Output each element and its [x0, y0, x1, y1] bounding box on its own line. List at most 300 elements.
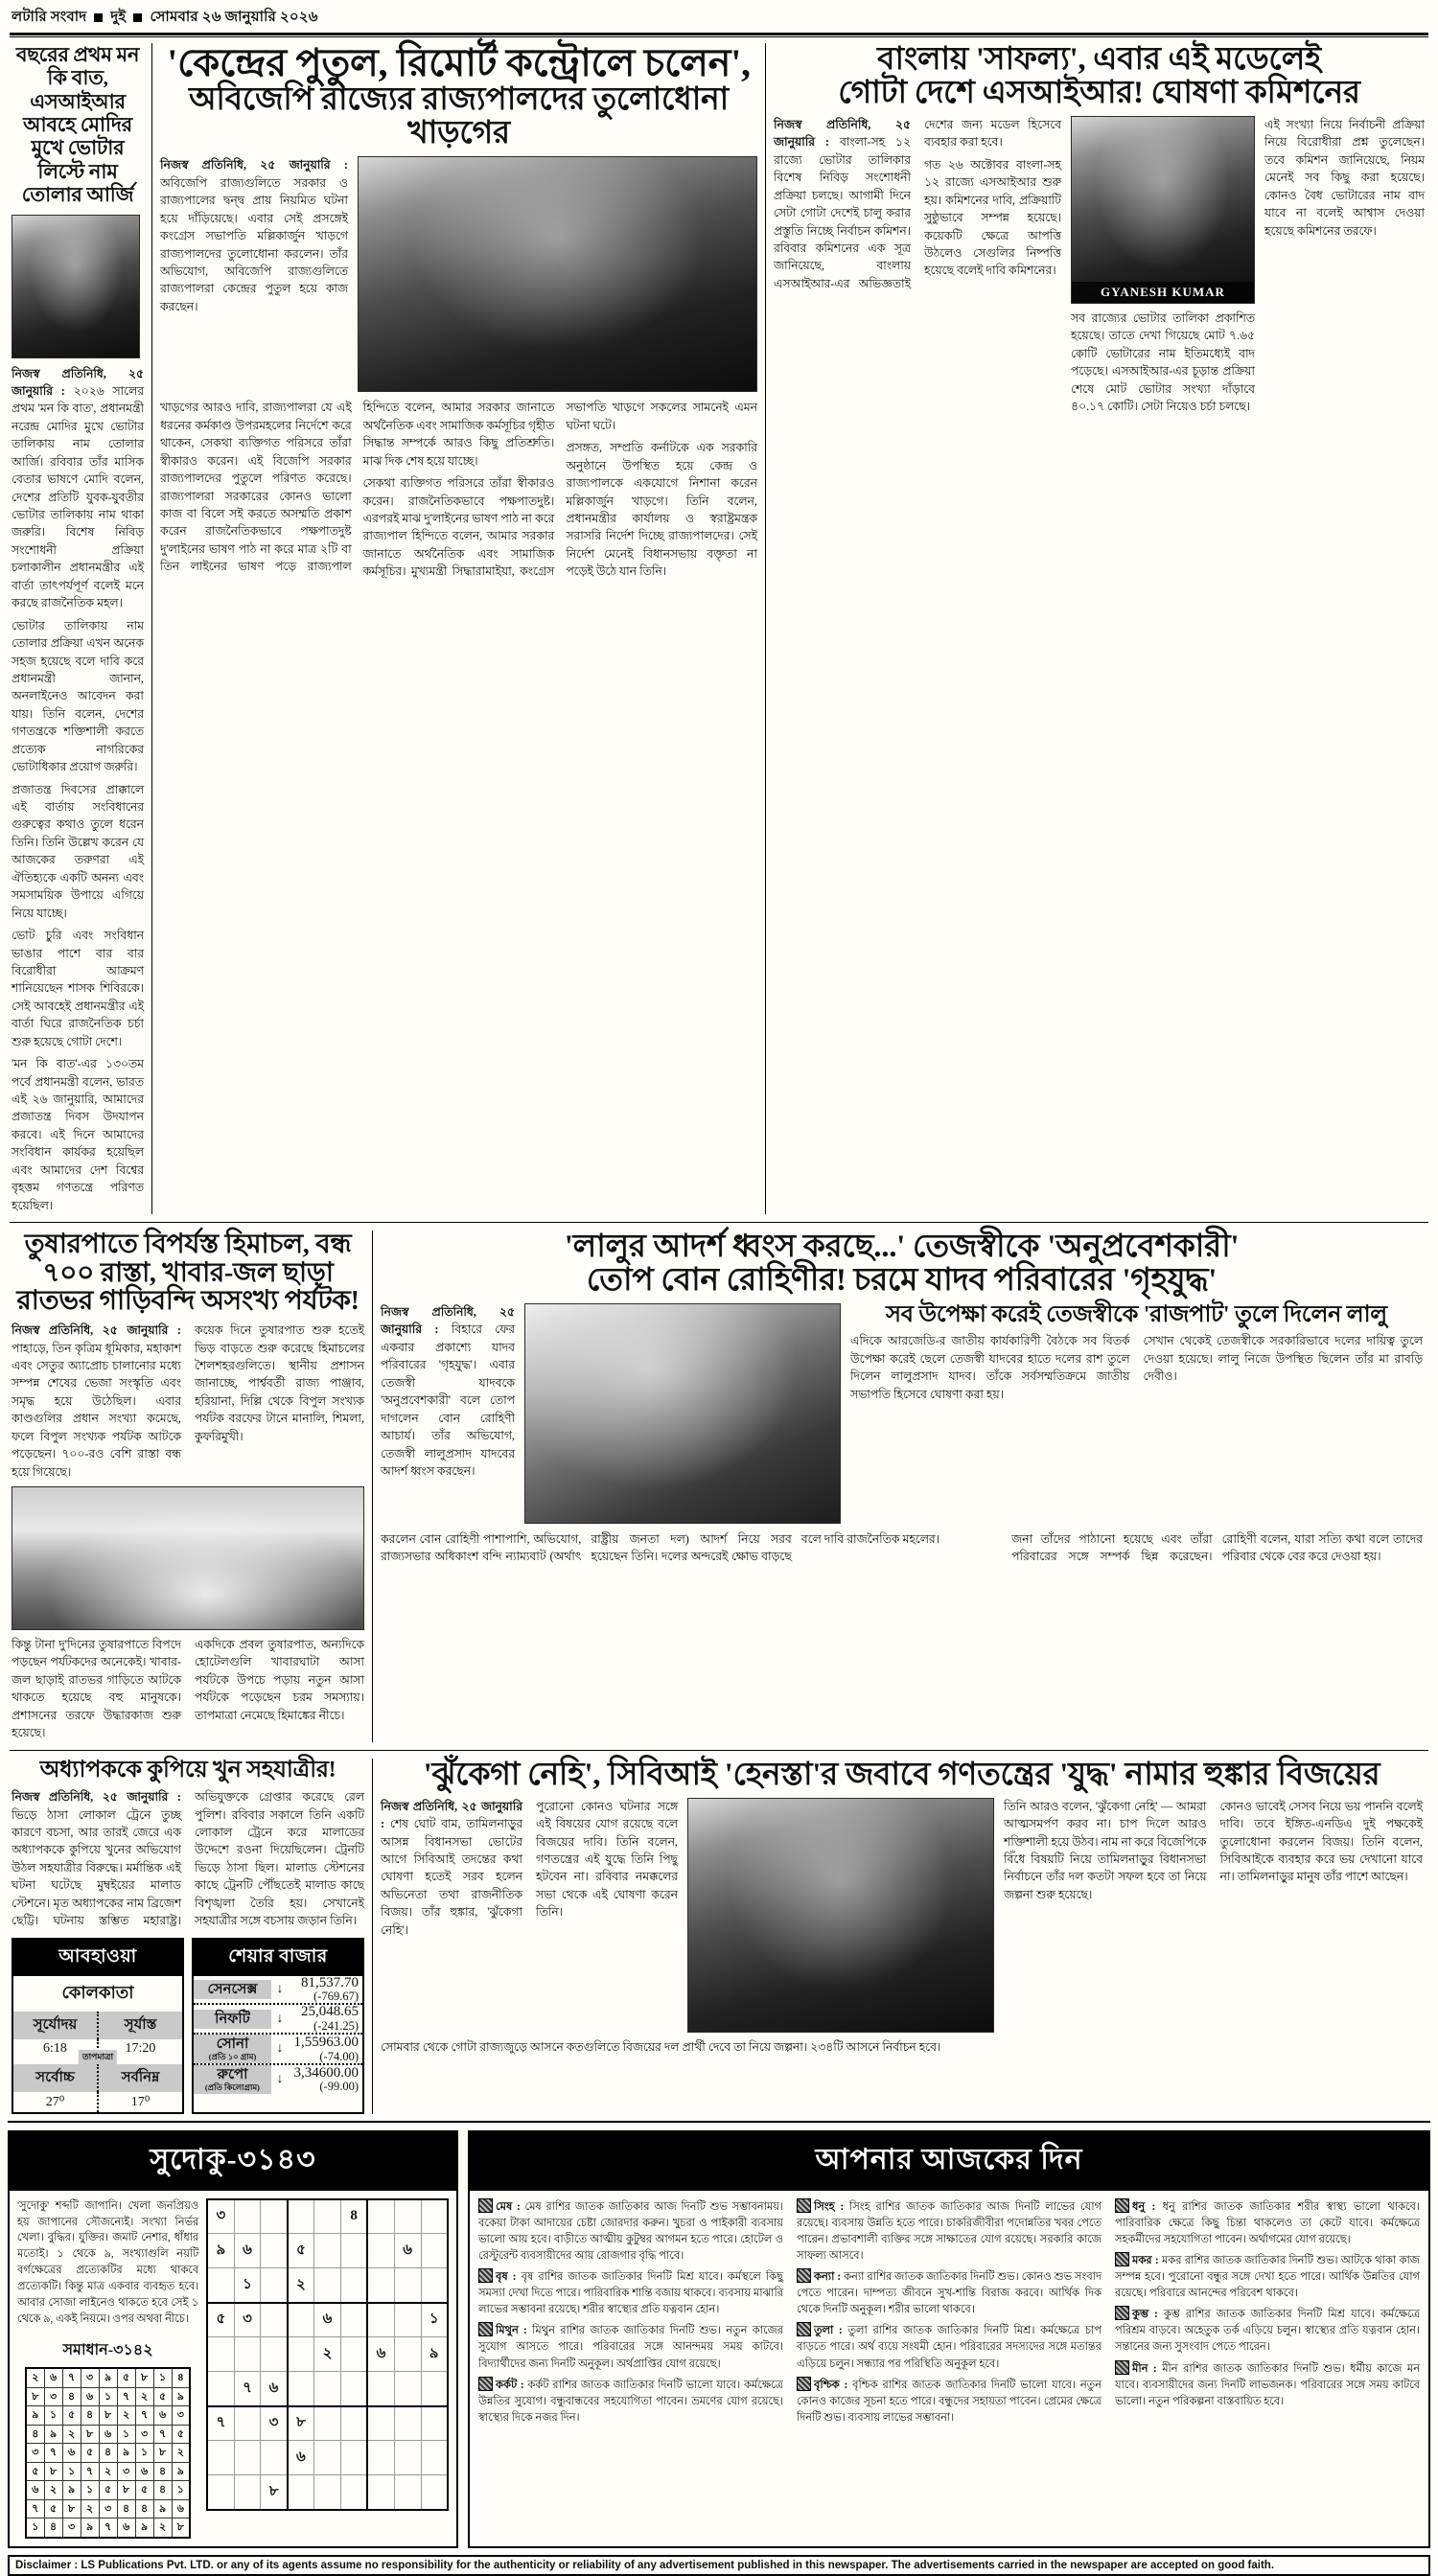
- sudoku-cell[interactable]: [394, 2475, 421, 2510]
- sudoku-cell[interactable]: ২: [314, 2337, 341, 2372]
- sudoku-row: [207, 2199, 448, 2234]
- lead-byline: নিজস্ব প্রতিনিধি, ২৫ জানুয়ারি :: [12, 366, 144, 398]
- sudoku-cell[interactable]: ৬: [394, 2234, 421, 2268]
- sudoku-cell: ৫: [117, 2368, 135, 2387]
- market-change-text: (-99.00): [319, 2080, 359, 2094]
- sudoku-cell[interactable]: [340, 2475, 367, 2510]
- sudoku-cell[interactable]: [207, 2475, 234, 2510]
- zodiac-icon: [797, 2322, 811, 2336]
- market-name-sub: (প্রতি ১০ গ্রাম): [208, 2051, 257, 2061]
- sudoku-cell[interactable]: [394, 2441, 421, 2475]
- story-himachal: [8, 1230, 372, 1742]
- sudoku-cell: ৮: [26, 2387, 44, 2406]
- story-lalu: [372, 1230, 1430, 1742]
- sudoku-cell: ৪: [117, 2499, 135, 2518]
- lead-photo-modi: [12, 215, 140, 358]
- kharge-headline-line2: অবিজেপি রাজ্যের রাজ্যপালদের তুলোধোনা খাড়গের: [189, 82, 729, 151]
- himachal-col-1: পাহাড়ে, তিন কৃত্রিম ধূমিকার, মহাকাশ এবং সেতুর অ্যাপ্রোচ চালানোর মধ্যে সম্পন্ন শেষের ভেজা সংস্কৃতি এবং সমৃদ্ধ হয়ে উঠেছিল। এবার কাণ্ডগুলির প্রধান সংখ্যা কমেছে, ফলে বিপুল সংখ্যক পর্যটক আটকে পড়েছেন। ৭০০-রও বেশি রাস্তা বন্ধ হয়ে গিয়েছে।: [12, 1341, 181, 1479]
- lalu-col-2: করলেন বোন রোহিণী পাশাপাশি, অভিযোগ, রাজ্যসভার অধিকাংশ বন্দি ন্যাম্যবাট (অর্থাৎ রাষ্ট্রীয় জনতা দল) আদর্শ নিয়ে সরব হয়েছেন তিনি। দলের অন্দরেই ক্ষোভ বাড়ছে বলে দাবি রাজনৈতিক মহলের।: [381, 1532, 940, 1564]
- sudoku-row: [26, 2462, 190, 2481]
- section-divider-2: [10, 1750, 1428, 1751]
- sudoku-cell: ২: [26, 2368, 44, 2387]
- sudoku-cell[interactable]: [234, 2337, 261, 2372]
- sudoku-row: [207, 2406, 448, 2441]
- horoscope-item: [797, 2322, 1102, 2372]
- sudoku-cell[interactable]: ১: [421, 2303, 448, 2337]
- market-value-text: 81,537.70: [301, 1974, 359, 1990]
- sudoku-panel: [8, 2130, 458, 2548]
- sudoku-cell[interactable]: [261, 2441, 288, 2475]
- sudoku-row: [26, 2444, 190, 2463]
- sudoku-cell: ১: [62, 2462, 81, 2481]
- story-vijay-cbi: [372, 1759, 1430, 2114]
- top-section: [8, 43, 1430, 1214]
- market-name-text: নিফটি: [215, 2011, 250, 2027]
- market-row: [194, 2035, 362, 2065]
- weather-temp-value-row: [13, 2092, 182, 2112]
- sudoku-cell[interactable]: [261, 2303, 288, 2337]
- market-change-text: (-769.67): [313, 1990, 359, 2004]
- vijay-col-5: সোমবার থেকে গোটা রাজ্যজুড়ে আসনে কতগুলিতে বিজয়ের দল প্রার্থী দেবে তা নিয়ে জল্পনা। ২৩৪টি আসনে নির্বাচন হবে।: [381, 2039, 941, 2054]
- sudoku-cell[interactable]: [340, 2372, 367, 2406]
- zodiac-sign-name: ধনু :: [1132, 2200, 1163, 2213]
- sudoku-cell: ৪: [99, 2444, 117, 2463]
- sudoku-cell: ৯: [44, 2425, 62, 2444]
- sudoku-cell[interactable]: [394, 2199, 421, 2234]
- sudoku-cell[interactable]: [234, 2406, 261, 2441]
- lalu-headline-line1: 'লালুর আদর্শ ধ্বংস করছে...' তেজস্বীকে 'অনুপ্রবেশকারী': [564, 1230, 1240, 1265]
- sudoku-cell[interactable]: ৯: [421, 2337, 448, 2372]
- sudoku-row: [26, 2387, 190, 2406]
- sudoku-cell: ১: [135, 2444, 153, 2463]
- sudoku-cell: ৬: [26, 2481, 44, 2500]
- vijay-byline: নিজস্ব প্রতিনিধি, ২৫ জানুয়ারি :: [381, 1799, 522, 1831]
- zodiac-sign-name: মকর :: [1132, 2254, 1162, 2266]
- horoscope-item: [478, 2377, 783, 2426]
- sudoku-cell[interactable]: [394, 2406, 421, 2441]
- sudoku-cell[interactable]: [421, 2199, 448, 2234]
- sudoku-cell: ৫: [44, 2499, 62, 2518]
- sudoku-cell[interactable]: [314, 2234, 341, 2268]
- sudoku-cell: ৯: [26, 2406, 44, 2426]
- market-change-text: (-241.25): [313, 2019, 359, 2034]
- sudoku-cell[interactable]: [314, 2406, 341, 2441]
- lead-story-modi: [8, 43, 151, 1214]
- sudoku-cell: ৩: [172, 2406, 190, 2426]
- section-divider-1: [10, 1222, 1428, 1223]
- zodiac-icon: [478, 2322, 493, 2336]
- sudoku-cell[interactable]: [367, 2372, 394, 2406]
- sudoku-cell[interactable]: ১: [234, 2268, 261, 2303]
- sudoku-cell: ৯: [62, 2481, 81, 2500]
- kharge-col-3: সেকথা ব্যক্তিগত পরিসরে তাঁরা স্বীকারও করেন। রাজনৈতিকভাবে পক্ষপাতদুষ্ট। এরপরই মাঝ দু'লাইনের ভাষণ পাঠ না করে রাজ্যপাল হিন্দিতে বলেন, আমার সরকার জানাতে অর্থনৈতিক এবং সামাজিক কর্মসূচির। মুখ্যমন্ত্রী সিদ্ধারামাইয়া, কংগ্রেস সভাপতি খাড়গে সকলের সামনেই এমন ঘটনা ঘটে।: [362, 401, 757, 579]
- sudoku-cell: ৮: [172, 2518, 190, 2538]
- sudoku-cell[interactable]: ৬: [261, 2372, 288, 2406]
- sudoku-cell[interactable]: [421, 2475, 448, 2510]
- zodiac-sign-text: কর্কট রাশির জাতক জাতিকার দিনটি ভালো যাবে। কর্মক্ষেত্রে উন্নতির সুযোগ। বন্ধুবান্ধবের সহযোগিতা পাবেন। ভ্রমণের যোগ রয়েছে। স্বাস্থ্যের দিকে নজর দিন।: [478, 2379, 783, 2424]
- lalu-headline-line2: তোপ বোন রোহিণীর! চরমে যাদব পরিবারের 'গৃহযুদ্ধ': [586, 1263, 1218, 1299]
- himachal-col-2: কয়েক দিনে তুষারপাত শুরু হতেই ভিড় বাড়তে শুরু করেছে হিমাচলের শৈলশহরগুলিতে। স্থানীয় প্রশাসন জানাচ্ছে, পার্শ্ববর্তী রাজ্য পাঞ্জাব, হরিয়ানা, দিল্লি থেকে বিপুল সংখ্যক পর্যটক বরফের টানে মানালি, শিমলা, কুফরিমুখী।: [195, 1323, 364, 1443]
- sudoku-cell[interactable]: [207, 2268, 234, 2303]
- sudoku-cell: ৫: [153, 2387, 172, 2406]
- lead-para-4: ভোট চুরি এবং সংবিধান ভাঙার পাশে বার বার বিরোধীরা আক্রমণ শানিয়েছেন শাসক শিবিরকে। সেই আবহেই প্রধানমন্ত্রীর এই বার্তা ঘিরে রাজনৈতিক চর্চা শুরু হয়েছে গোটা দেশে।: [12, 929, 144, 1048]
- sudoku-cell: 8: [172, 2368, 190, 2387]
- sudoku-cell[interactable]: [314, 2268, 341, 2303]
- sudoku-cell[interactable]: [234, 2475, 261, 2510]
- zodiac-icon: [797, 2268, 811, 2283]
- market-value-text: 25,048.65: [301, 2004, 359, 2020]
- zodiac-sign-text: সিংহ রাশির জাতক জাতিকার আজ দিনটি লাভের যোগ রয়েছে। ব্যবসায় উন্নতি হতে পারে। চাকরিজীবীরা পদোন্নতির খবর পেতে পারেন। প্রভাবশালী ব্যক্তির সঙ্গে সাক্ষাতের যোগ রয়েছে। সরকারি কাজে সাফল্য আসবে।: [797, 2200, 1102, 2262]
- sudoku-puzzle-wrap: [206, 2198, 449, 2539]
- market-change-text: (-74.00): [319, 2049, 359, 2063]
- sudoku-cell: ২: [153, 2518, 172, 2538]
- sudoku-cell: ২: [44, 2481, 62, 2500]
- himachal-col-4: একদিকে প্রবল তুষারপাত, অন্যদিকে হোটেলগুলি খাবারঘাটা আসা পর্যটকে উপচে পড়ায় নতুন আসা পর্যটকে পড়েছেন চরম সমস্যায়। তাপমাত্রা নেমেছে হিমাঙ্কের নীচে।: [195, 1638, 364, 1722]
- market-arrow-down-icon: ↓: [276, 1982, 284, 1997]
- sudoku-cell[interactable]: [394, 2303, 421, 2337]
- sir-byline: নিজস্ব প্রতিনিধি, ২৫ জানুয়ারি :: [774, 117, 911, 150]
- himachal-byline: নিজস্ব প্রতিনিধি, ২৫ জানুয়ারি :: [12, 1323, 181, 1338]
- min-temp-label: সর্বনিম্ন: [97, 2064, 182, 2092]
- zodiac-sign-text: মীন রাশির জাতক জাতিকার দিনটি শুভ। ধর্মীয় কাজে মন যাবে। ব্যবসায়ীদের জন্য দিনটি লাভজনক। পরিবারের সঙ্গে সময় কাটবে ভালো। নতুন পরিকল্পনা বাস্তবায়িত হবে।: [1115, 2362, 1420, 2407]
- zodiac-sign-name: বৃশ্চিক :: [814, 2379, 853, 2391]
- sudoku-cell[interactable]: ৭: [234, 2372, 261, 2406]
- sudoku-cell[interactable]: [394, 2337, 421, 2372]
- sunrise-value: 6:18: [43, 2040, 67, 2056]
- zodiac-sign-name: কুম্ভ :: [1132, 2309, 1164, 2321]
- market-name: [194, 2035, 271, 2063]
- lead-para-5: 'মন কি বাত'-এর ১৩০তম পর্বে প্রধানমন্ত্রী বলেন, ভারত এই ২৬ জানুয়ারি, আমাদের প্রজাতন্ত্র দিবস উদযাপন করবে। এই দিনে আমাদের সংবিধান কার্যকর হয়েছিল এবং আমাদের দেশ বিশ্বের বৃহত্তম গণতন্ত্রে পরিণত হয়েছিল।: [12, 1057, 144, 1212]
- sudoku-cell: ৮: [99, 2406, 117, 2426]
- horoscope-item: [797, 2268, 1102, 2318]
- kharge-col-1: অবিজেপি রাজ্যগুলিতে সরকার ও রাজ্যপালের দ্বন্দ্ব প্রায় নিয়মিত ঘটনা হয়ে দাঁড়িয়েছে। এবার সেই প্রসঙ্গেই কংগ্রেস সভাপতি মল্লিকার্জুন খাড়গে রাজ্যপালদের তুলোধোনা করলেন। তাঁর অভিযোগ, অবিজেপি রাজ্যগুলিতে রাজ্যপালরা কেন্দ্রের পুতুল হয়ে কাজ করছেন।: [160, 175, 348, 313]
- sudoku-cell[interactable]: [207, 2372, 234, 2406]
- sudoku-solution-grid: [25, 2367, 191, 2539]
- market-name-text: সোনা: [216, 2036, 249, 2053]
- sudoku-cell[interactable]: [314, 2475, 341, 2510]
- zodiac-icon: [1115, 2360, 1129, 2375]
- vijay-col-1: শেষ ঘোট বাম, তামিলনাড়ুর আসন্ন বিধানসভা ভোটের আগে সিবিআই তদন্তের কথা ঘোষণা হতেই সরব হলেন অভিনেতা তথা রাজনীতিক বিজয়। তাঁর হুঙ্কার, 'ঝুঁকেগা নেহি'।: [381, 1817, 522, 1937]
- page-number-label: দুই: [110, 10, 127, 25]
- sunset-label: সূর্যাস্ত: [97, 2012, 182, 2039]
- kharge-photo: [358, 156, 757, 392]
- story-kharge: [151, 43, 765, 1214]
- sudoku-cell: ৩: [62, 2518, 81, 2538]
- disclaimer: Disclaimer : LS Publications Pvt. LTD. or any of its agents assume no responsibility for the authenticity or reliability of any advertisement published in this newspaper. The advertisements carried in the newspaper are accepted on good faith.: [8, 2555, 1430, 2576]
- sudoku-cell: ৭: [153, 2425, 172, 2444]
- lead-para-3: প্রজাতন্ত্র দিবসের প্রাক্কালে এই বার্তায় সংবিধানের গুরুত্বের কথাও তুলে ধরেন তিনি। তিনি উল্লেখ করেন যে আজকের তরুণরা এই ঐতিহ্যকে একটি অনন্য এবং সমসাময়িক উপায়ে এগিয়ে নিয়ে যাচ্ছে।: [12, 782, 144, 920]
- market-row: [194, 2005, 362, 2035]
- zodiac-sign-text: মিথুন রাশির জাতক জাতিকার দিনটি শুভ। নতুন কাজের সুযোগ আসতে পারে। পরিবারের সঙ্গে আনন্দময় সময় কাটবে। বিদ্যার্থীদের জন্য দিনটি অনুকূল। অর্থপ্রাপ্তির যোগ রয়েছে।: [478, 2325, 783, 2370]
- sudoku-cell: ৮: [62, 2499, 81, 2518]
- vijay-photo: [687, 1798, 994, 2033]
- weather-sun-header-row: [13, 2012, 182, 2039]
- market-arrow-down-icon: ↓: [276, 2011, 284, 2026]
- sir-col-4: এই সংখ্যা নিয়ে নির্বাচনী প্রক্রিয়া নিয়ে বিরোধীরা প্রশ্ন তুলেছেন। তবে কমিশন জানিয়েছে, নিয়ম মেনেই সব কিছু করা হয়েছে। কোনও বৈধ ভোটারের নাম বাদ যাবে না বলেই আশ্বাস দেওয়া হয়েছে কমিশনের তরফে।: [1264, 117, 1425, 238]
- bottom-section: [8, 2130, 1430, 2548]
- sudoku-cell[interactable]: [394, 2372, 421, 2406]
- sudoku-cell[interactable]: [421, 2268, 448, 2303]
- sudoku-cell[interactable]: [261, 2268, 288, 2303]
- market-name: [194, 1980, 271, 2000]
- middle-section: [8, 1230, 1430, 1742]
- sudoku-cell[interactable]: ৫: [288, 2234, 314, 2268]
- zodiac-sign-text: কন্যা রাশির জাতক জাতিকার দিনটি শুভ। কোনও শুভ সংবাদ পেতে পারেন। দাম্পত্য জীবনে সুখ-শান্তি বিরাজ করবে। আর্থিক দিক থেকে দিনটি অনুকূল। শরীর ভালো থাকবে।: [797, 2271, 1102, 2316]
- sudoku-cell[interactable]: [288, 2475, 314, 2510]
- sudoku-row: [207, 2234, 448, 2268]
- lalu-col-3: জনা তাঁদের পাঠানো হয়েছে এবং তাঁরা পরিবারের সঙ্গে সম্পর্ক ছিন্ন করেছেন। রোহিণী বলেন, যারা সত্যি কথা বলে তাদের পরিবার থেকে বের করে দেওয়া হয়।: [1011, 1532, 1423, 1564]
- sudoku-row: [207, 2372, 448, 2406]
- sudoku-row: [26, 2481, 190, 2500]
- sudoku-cell[interactable]: ৬: [314, 2303, 341, 2337]
- min-temp-value: 17⁰: [97, 2092, 182, 2112]
- sudoku-cell: ৭: [62, 2368, 81, 2387]
- sudoku-cell: ৯: [81, 2518, 99, 2538]
- temperature-tag: তাপমাত্রা: [79, 2050, 117, 2064]
- sudoku-cell: ৭: [81, 2462, 99, 2481]
- sudoku-cell: ৩: [81, 2368, 99, 2387]
- sudoku-cell: ৩: [26, 2444, 44, 2463]
- market-name-text: সেনসেক্স: [207, 1981, 258, 1997]
- sudoku-cell: ১: [99, 2387, 117, 2406]
- sudoku-row: [26, 2368, 190, 2387]
- sudoku-cell[interactable]: ৩: [261, 2406, 288, 2441]
- sudoku-cell: ৪: [81, 2406, 99, 2426]
- sudoku-cell[interactable]: [367, 2303, 394, 2337]
- sudoku-cell[interactable]: ৮: [261, 2475, 288, 2510]
- market-value: [289, 2005, 362, 2033]
- sudoku-cell: ৬: [62, 2444, 81, 2463]
- sudoku-cell: ৯: [172, 2462, 190, 2481]
- himachal-col-3: কিন্তু টানা দু'দিনের তুষারপাতে বিপদে পড়ছেন পর্যটকদের অনেকেই। খাবার-জল ছাড়াই রাতভর গাড়িতে আটকে থাকতে হয়েছে বহু মানুষকে। প্রশাসনের তরফে উদ্ধারকাজ শুরু হয়েছে।: [12, 1638, 181, 1740]
- sudoku-solution-title: সমাধান-৩১৪২: [62, 2342, 153, 2359]
- max-temp-label: সর্বোচ্চ: [13, 2064, 97, 2092]
- murder-byline: নিজস্ব প্রতিনিধি, ২৫ জানুয়ারি :: [12, 1790, 181, 1805]
- lead-para-2: ভোটার তালিকায় নাম তোলার প্রক্রিয়া এখন অনেক সহজ হয়েছে বলে দাবি করে প্রধানমন্ত্রী জানান, অনলাইনেও আবেদন করা যায়। তিনি বলেন, দেশের গণতন্ত্রকে শক্তিশালী করতে প্রত্যেক নাগরিকের ভোটাধিকার প্রয়োগ জরুরি।: [12, 618, 144, 774]
- sudoku-cell[interactable]: [261, 2337, 288, 2372]
- sudoku-cell[interactable]: ৯: [207, 2234, 234, 2268]
- sudoku-cell: ৭: [44, 2444, 62, 2463]
- sudoku-cell: ৬: [172, 2499, 190, 2518]
- sudoku-cell[interactable]: [234, 2441, 261, 2475]
- zodiac-icon: [797, 2377, 811, 2391]
- square-bullet-icon: [94, 13, 103, 22]
- sudoku-cell[interactable]: [367, 2406, 394, 2441]
- vijay-headline: 'ঝুঁকেগা নেহি', সিবিআই 'হেনস্তা'র জবাবে গণতন্ত্রের 'যুদ্ধ' নামার হুঙ্কার বিজয়ের: [423, 1757, 1380, 1792]
- sunrise-label: সূর্যোদয়: [13, 2012, 97, 2039]
- sudoku-cell[interactable]: [261, 2234, 288, 2268]
- sudoku-cell: ৬: [99, 2425, 117, 2444]
- sudoku-cell[interactable]: [421, 2372, 448, 2406]
- lalu-col-5: সেখান থেকেই তেজস্বীকে সরকারিভাবে দলের দায়িত্ব তুলে দেওয়া হয়েছে। লালু নিজে উপস্থিত ছিলেন তাঁর মা রাবড়ি দেবীও।: [1143, 1334, 1423, 1384]
- sudoku-cell: ৩: [135, 2425, 153, 2444]
- sudoku-cell[interactable]: ২: [288, 2268, 314, 2303]
- sudoku-cell: ৮: [81, 2425, 99, 2444]
- sudoku-cell: ৫: [81, 2444, 99, 2463]
- sudoku-cell[interactable]: [314, 2372, 341, 2406]
- sudoku-cell[interactable]: ৫: [207, 2303, 234, 2337]
- publication-name: লটারি সংবাদ: [12, 10, 87, 25]
- zodiac-sign-text: বৃষ রাশির জাতক জাতিকার দিনটি মিশ্র যাবে। কর্মস্থলে কিছু সমস্যা দেখা দিতে পারে। পারিবারিক শান্তি বজায় থাকবে। ব্যবসায় মাঝারি লাভের সম্ভাবনা রয়েছে। শরীর স্বাস্থ্যের প্রতি যত্নবান হোন।: [478, 2271, 783, 2316]
- horoscope-item: [1115, 2306, 1420, 2356]
- sudoku-cell[interactable]: ৩: [207, 2199, 234, 2234]
- zodiac-sign-name: সিংহ :: [814, 2200, 850, 2213]
- sudoku-cell[interactable]: [288, 2303, 314, 2337]
- sudoku-cell[interactable]: [367, 2234, 394, 2268]
- sudoku-cell[interactable]: [340, 2406, 367, 2441]
- sudoku-cell: ৫: [26, 2462, 44, 2481]
- sudoku-cell[interactable]: ৭: [207, 2406, 234, 2441]
- sudoku-cell[interactable]: 8: [340, 2199, 367, 2234]
- sudoku-cell: ৪: [44, 2518, 62, 2538]
- sir-headline: [774, 43, 1425, 110]
- weather-box: [12, 1938, 184, 2114]
- sudoku-cell[interactable]: [340, 2441, 367, 2475]
- sudoku-cell[interactable]: ৮: [288, 2406, 314, 2441]
- kharge-byline: নিজস্ব প্রতিনিধি, ২৫ জানুয়ারি :: [160, 158, 348, 172]
- sudoku-cell: ৭: [117, 2387, 135, 2406]
- market-rows: [194, 1976, 362, 2094]
- sudoku-cell[interactable]: [340, 2268, 367, 2303]
- sudoku-cell[interactable]: [207, 2337, 234, 2372]
- sudoku-cell[interactable]: [367, 2268, 394, 2303]
- sudoku-cell: ২: [172, 2444, 190, 2463]
- lalu-col-4: এদিকে আরজেডি-র জাতীয় কার্যকারিণী বৈঠকে সব বিতর্ক উপেক্ষা করেই ছেলে তেজস্বী যাদবের হাতে দলের রাশ তুলে দিলেন লালুপ্রসাদ যাদব। তাঁকে সর্বসম্মতিক্রমে জাতীয় সভাপতি হিসেবে ঘোষণা করা হয়।: [850, 1334, 1130, 1401]
- zodiac-icon: [1115, 2306, 1129, 2320]
- sudoku-puzzle-grid[interactable]: [206, 2198, 449, 2511]
- vijay-col-2: পুরোনো কোনও ঘটনার সঙ্গে এই বিষয়ের যোগ রয়েছে বলে বিজয়ের দাবি। তিনি বলেন, গণতন্ত্রের এই যুদ্ধে তিনি পিছু হটবেন না। রবিবার নমক্কলের সভা থেকে এই ঘোষণা করেন তিনি।: [536, 1799, 678, 1920]
- sudoku-cell[interactable]: [367, 2199, 394, 2234]
- market-row: [194, 2065, 362, 2094]
- sudoku-cell: ১: [153, 2368, 172, 2387]
- sudoku-cell: ১: [81, 2481, 99, 2500]
- sudoku-cell: ৭: [26, 2499, 44, 2518]
- sudoku-cell: ৩: [99, 2499, 117, 2518]
- sudoku-cell: ৬: [117, 2518, 135, 2538]
- sudoku-cell: ২: [62, 2425, 81, 2444]
- sudoku-cell[interactable]: [340, 2303, 367, 2337]
- zodiac-icon: [797, 2198, 811, 2213]
- kharge-body: [160, 399, 757, 580]
- sudoku-title: সুদোকু-৩১৪৩: [10, 2132, 456, 2191]
- sudoku-cell: ১: [117, 2425, 135, 2444]
- sir-col-2: গত ২৬ অক্টোবর বাংলা-সহ ১২ রাজ্যে এসআইআর শুরু হয়। কমিশনের দাবি, প্রক্রিয়াটি সুষ্ঠুভাবে সম্পন্ন হয়েছে। কয়েকটি ক্ষেত্রে আপত্তি উঠলেও সেগুলির নিষ্পত্তি হয়েছে বলেই দাবি কমিশনের।: [924, 157, 1061, 278]
- sir-photo-gyanesh-kumar: [1071, 116, 1255, 304]
- sudoku-cell: ৬: [135, 2462, 153, 2481]
- masthead-divider: [10, 33, 1428, 37]
- sudoku-cell[interactable]: [367, 2441, 394, 2475]
- lalu-subhead: সব উপেক্ষা করেই তেজস্বীকে 'রাজপাট' তুলে দিলেন লালু: [886, 1302, 1387, 1328]
- market-title: শেয়ার বাজার: [194, 1940, 362, 1976]
- sudoku-cell[interactable]: [340, 2234, 367, 2268]
- sudoku-cell[interactable]: [421, 2441, 448, 2475]
- sudoku-row: [26, 2518, 190, 2538]
- sudoku-cell[interactable]: [314, 2199, 341, 2234]
- zodiac-icon: [478, 2198, 493, 2213]
- market-name-text: রুপো: [217, 2067, 248, 2083]
- sudoku-cell[interactable]: [421, 2234, 448, 2268]
- zodiac-sign-name: মীন :: [1132, 2362, 1163, 2375]
- sudoku-cell[interactable]: ৬: [234, 2234, 261, 2268]
- horoscope-item: [797, 2377, 1102, 2426]
- max-temp-value: 27⁰: [45, 2094, 65, 2109]
- masthead: [8, 0, 1430, 33]
- market-value-text: 1,55963.00: [293, 2034, 359, 2050]
- sudoku-cell: ৭: [99, 2518, 117, 2538]
- horoscope-item: [478, 2268, 783, 2318]
- sudoku-row: [207, 2337, 448, 2372]
- murder-headline: অধ্যাপককে কুপিয়ে খুন সহযাত্রীর!: [39, 1757, 336, 1782]
- sudoku-cell: ৯: [172, 2387, 190, 2406]
- zodiac-sign-name: তুলা :: [814, 2325, 848, 2337]
- sudoku-cell: ৯: [153, 2499, 172, 2518]
- sudoku-cell: ১: [172, 2481, 190, 2500]
- lalu-photo-rjd-meeting: [524, 1303, 841, 1524]
- section-divider-3: [8, 2121, 1430, 2123]
- sudoku-cell[interactable]: [288, 2199, 314, 2234]
- sudoku-cell: ৪: [153, 2462, 172, 2481]
- lalu-body-bottom: [381, 1530, 1423, 1566]
- market-arrow-down-icon: ↓: [276, 2041, 284, 2057]
- zodiac-sign-text: তুলা রাশির জাতক জাতিকার দিনটি মিশ্র। কর্মক্ষেত্রে চাপ বাড়তে পারে। অর্থ ব্যয়ে সংযমী হোন। পরিবারের সদস্যদের সঙ্গে মতান্তর এড়িয়ে চলুন। সন্ধ্যার পর পরিস্থিতি অনুকূল হবে।: [797, 2325, 1102, 2370]
- sir-headline-line1: বাংলায় 'সাফল্য', এবার এই মডেলেই: [877, 42, 1321, 77]
- sudoku-cell: ৮: [117, 2481, 135, 2500]
- sudoku-cell[interactable]: [288, 2372, 314, 2406]
- himachal-photo-snow: [12, 1486, 364, 1630]
- zodiac-icon: [478, 2377, 493, 2391]
- sudoku-cell[interactable]: [421, 2406, 448, 2441]
- sudoku-cell[interactable]: [261, 2199, 288, 2234]
- sudoku-cell[interactable]: ৬: [288, 2441, 314, 2475]
- market-name: [194, 2065, 271, 2094]
- sudoku-cell[interactable]: ৩: [234, 2303, 261, 2337]
- sudoku-cell: ৮: [44, 2462, 62, 2481]
- sudoku-cell[interactable]: [394, 2268, 421, 2303]
- sudoku-cell: ৩: [117, 2462, 135, 2481]
- story-professor-murder: [8, 1759, 372, 2114]
- sudoku-cell: ১: [26, 2518, 44, 2538]
- horoscope-list: [470, 2191, 1428, 2434]
- sudoku-cell[interactable]: [288, 2337, 314, 2372]
- murder-body: ভিড়ে ঠাসা লোকাল ট্রেনে তুচ্ছ কারণে বচসা, আর তারই জেরে এক অধ্যাপককে কুপিয়ে খুনের অভিযোগ উঠল সহযাত্রীর বিরুদ্ধে। মর্মান্তিক এই ঘটনা ঘটেছে মুম্বইয়ের মালাড স্টেশনে। মৃত অধ্যাপকের নাম ব্রিজেশ ছেট্টি। ঘটনায় স্তম্ভিত মহারাষ্ট্র। অভিযুক্তকে গ্রেপ্তার করেছে রেল পুলিশ। রবিবার সকালে তিনি একটি লোকাল ট্রেনে করে মালাডের উদ্দেশে রওনা দিয়েছিলেন। ট্রেনটি ভিড়ে ঠাসা ছিল। মালাড স্টেশনের কাছে ট্রেনটি পৌঁছতেই মালাড কাছে বিশৃঙ্খলা তৈরি হয়। সেখানেই সহযাত্রীর সঙ্গে বচসায় জড়ান তিনি।: [12, 1790, 364, 1928]
- sudoku-cell[interactable]: [234, 2199, 261, 2234]
- kharge-headline: [160, 43, 757, 150]
- weather-city: কোলকাতা: [61, 1982, 134, 2002]
- sudoku-row: [26, 2425, 190, 2444]
- sunset-value: 17:20: [97, 2039, 182, 2058]
- sudoku-cell: ২: [81, 2499, 99, 2518]
- issue-date: সোমবার ২৬ জানুয়ারি ২০২৬: [150, 10, 318, 25]
- sudoku-cell[interactable]: [207, 2441, 234, 2475]
- sudoku-cell: ৪: [135, 2499, 153, 2518]
- sudoku-rules: 'সুদোকু' শব্দটি জাপানি। খেলা জনপ্রিয়ও হয় জাপানের সৌজন্যেই। সংখ্যা নির্ভর খেলা। বুদ্ধির। যুক্তির। জমাট নেশার, ধাঁধার মতোই। ১ থেকে ৯, সংখ্যাগুলি নয়টি বর্গক্ষেত্রের প্রত্যেকটির মধ্যে থাকবে প্রত্যেকটি। কিন্তু মাত্র একবার ব্যবহৃত হবে। আবার সোজা লাইনেও থাকতে হবে সেই ১ থেকে ৯, একই নিয়মে। ওপর অথবা নীচে।: [17, 2199, 199, 2326]
- sudoku-cell[interactable]: ৬: [367, 2337, 394, 2372]
- sudoku-cell[interactable]: [340, 2337, 367, 2372]
- weather-temp-header-row: [13, 2064, 182, 2092]
- zodiac-icon: [1115, 2198, 1129, 2213]
- sudoku-row: [207, 2268, 448, 2303]
- sudoku-cell: ২: [99, 2462, 117, 2481]
- market-box: [192, 1938, 364, 2114]
- lead-para-1: ২০২৬ সালের প্রথম 'মন কি বাত', প্রধানমন্ত্রী নরেন্দ্র মোদির মুখে ভোটার তালিকায় নাম তোলার আর্জি। রবিবার তাঁর মাসিক বেতার ভাষণে মোদি বলেন, দেশের প্রতিটি যুবক-যুবতীর ভোটার তালিকায় নাম থাকা জরুরি। বিশেষ নিবিড় সংশোধনী প্রক্রিয়া চলাকালীন প্রধানমন্ত্রীর এই বার্তা তাৎপর্যপূর্ণ বলেই মনে করছে রাজনৈতিক মহল।: [12, 383, 145, 610]
- horoscope-item: [478, 2198, 783, 2265]
- sudoku-cell[interactable]: [314, 2441, 341, 2475]
- sudoku-cell[interactable]: [367, 2475, 394, 2510]
- sudoku-cell: ৬: [44, 2368, 62, 2387]
- lalu-col-1: বিহারে ফের একবার প্রকাশ্যে যাদব পরিবারের 'গৃহযুদ্ধ'। এবার তেজস্বী যাদবকে 'অনুপ্রবেশকারী' বলে তোপ দাগলেন বোন রোহিণী আচার্য। তাঁর অভিযোগ, তেজস্বী লালুপ্রসাদ যাদবের আদর্শ ধ্বংস করছেন।: [381, 1322, 515, 1478]
- sudoku-cell: ৬: [81, 2387, 99, 2406]
- market-value: [289, 2066, 362, 2094]
